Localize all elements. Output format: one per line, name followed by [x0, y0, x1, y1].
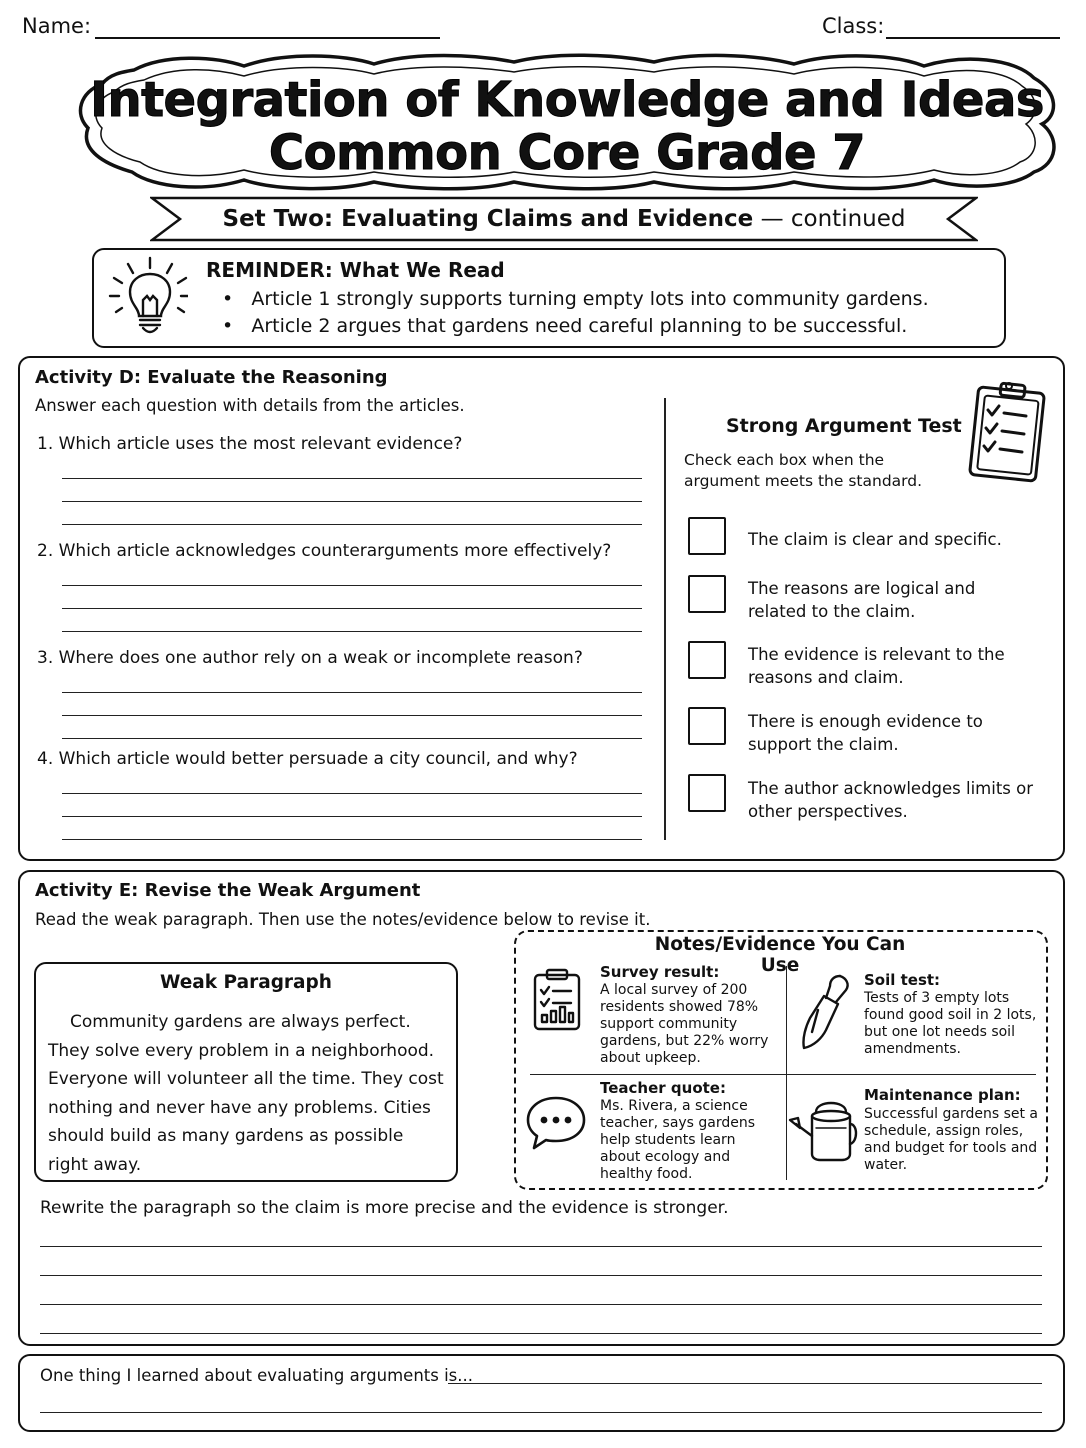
- strong-argument-test-subtitle: Check each box when the argument meets the standard.: [684, 451, 923, 490]
- banner-title: Set Two: Evaluating Claims and Evidence: [222, 206, 754, 232]
- reflection-prompt: One thing I learned about evaluating arguments is...: [40, 1366, 474, 1385]
- answer-line[interactable]: [62, 585, 642, 586]
- note-text: Successful gardens set a schedule, assign roles, and budget for tools and water.: [864, 1106, 1039, 1173]
- rewrite-line[interactable]: [40, 1333, 1042, 1334]
- reminder-item: • Article 1 strongly supports turning empty lots into community gardens.: [222, 288, 929, 310]
- answer-line[interactable]: [62, 524, 642, 525]
- lightbulb-icon: [108, 256, 188, 338]
- answer-line[interactable]: [62, 692, 642, 693]
- checkbox-label: The evidence is relevant to the reasons and claim.: [748, 645, 1005, 687]
- banner-continued: — continued: [753, 206, 906, 232]
- note-text: Ms. Rivera, a science teacher, says gardens help students learn about ecology and healthy food.: [600, 1098, 756, 1182]
- note-text: A local survey of 200 residents showed 78% support community gardens, but 22% worry about upkeep.: [600, 982, 769, 1066]
- question-2: 2. Which article acknowledges counterarguments more effectively?: [37, 541, 612, 561]
- page-title-line1: Integration of Knowledge and Ideas: [90, 72, 1044, 128]
- activity-e-instructions: Read the weak paragraph. Then use the notes/evidence below to revise it.: [35, 910, 651, 929]
- rewrite-line[interactable]: [40, 1246, 1042, 1247]
- checkbox-enough-evidence[interactable]: [688, 707, 726, 745]
- question-4: 4. Which article would better persuade a city council, and why?: [37, 749, 578, 769]
- checkbox-label: The claim is clear and specific.: [748, 530, 1002, 549]
- question-1: 1. Which article uses the most relevant evidence?: [37, 434, 463, 454]
- checkbox-label: The author acknowledges limits or other perspectives.: [748, 779, 1034, 821]
- name-label: Name:: [22, 14, 92, 38]
- note-heading: Survey result:: [600, 963, 720, 981]
- speech-bubble-icon: [524, 1094, 588, 1152]
- rewrite-line[interactable]: [40, 1304, 1042, 1305]
- activity-d-title: Activity D: Evaluate the Reasoning: [35, 367, 388, 388]
- note-heading: Maintenance plan:: [864, 1086, 1021, 1104]
- trowel-icon: [796, 972, 854, 1052]
- note-heading: Teacher quote:: [600, 1079, 726, 1097]
- clipboard-checklist-icon: [962, 380, 1048, 486]
- weak-paragraph-title: Weak Paragraph: [160, 972, 332, 993]
- name-field[interactable]: [95, 37, 440, 39]
- rewrite-prompt: Rewrite the paragraph so the claim is more precise and the evidence is stronger.: [40, 1198, 729, 1218]
- checkbox-reasons-logical[interactable]: [688, 575, 726, 613]
- reminder-item-text: Article 1 strongly supports turning empty lots into community gardens.: [251, 288, 929, 310]
- reminder-title: REMINDER: What We Read: [206, 258, 505, 282]
- class-field[interactable]: [886, 37, 1060, 39]
- strong-argument-test-title: Strong Argument Test: [726, 415, 962, 437]
- reflection-line[interactable]: [40, 1412, 1042, 1413]
- answer-line[interactable]: [62, 715, 642, 716]
- checkbox-label: There is enough evidence to support the claim.: [748, 712, 983, 754]
- notes-evidence-title: Notes/Evidence You Can Use: [640, 934, 920, 976]
- answer-line[interactable]: [62, 608, 642, 609]
- checkbox-acknowledges-limits[interactable]: [688, 774, 726, 812]
- answer-line[interactable]: [62, 478, 642, 479]
- activity-d-instructions: Answer each question with details from the articles.: [35, 396, 465, 415]
- checkbox-label: The reasons are logical and related to the claim.: [748, 579, 976, 621]
- weak-paragraph-text: Community gardens are always perfect. They solve every problem in a neighborhood. Everyone will volunteer all the time. They cost nothing and never have any problems. Cities should build as many gardens as possible right away.: [48, 1012, 444, 1175]
- reminder-item: • Article 2 argues that gardens need careful planning to be successful.: [222, 315, 908, 337]
- checkbox-claim-clear[interactable]: [688, 517, 726, 555]
- answer-line[interactable]: [62, 839, 642, 840]
- watering-can-icon: [786, 1096, 858, 1162]
- class-label: Class:: [822, 14, 885, 38]
- question-3: 3. Where does one author rely on a weak or incomplete reason?: [37, 648, 583, 668]
- column-divider: [664, 398, 666, 840]
- notes-horizontal-divider: [530, 1074, 1036, 1075]
- note-text: Tests of 3 empty lots found good soil in 2 lots, but one lot needs soil amendments.: [864, 990, 1037, 1057]
- survey-clipboard-icon: [530, 968, 584, 1032]
- reflection-line[interactable]: [448, 1383, 1042, 1384]
- note-heading: Soil test:: [864, 971, 941, 989]
- set-banner: [150, 196, 978, 242]
- answer-line[interactable]: [62, 793, 642, 794]
- checkbox-evidence-relevant[interactable]: [688, 641, 726, 679]
- answer-line[interactable]: [62, 816, 642, 817]
- answer-line[interactable]: [62, 631, 642, 632]
- activity-e-title: Activity E: Revise the Weak Argument: [35, 880, 421, 901]
- rewrite-line[interactable]: [40, 1275, 1042, 1276]
- answer-line[interactable]: [62, 501, 642, 502]
- page-title-line2: Common Core Grade 7: [268, 125, 866, 181]
- reminder-item-text: Article 2 argues that gardens need careful planning to be successful.: [251, 315, 908, 337]
- answer-line[interactable]: [62, 738, 642, 739]
